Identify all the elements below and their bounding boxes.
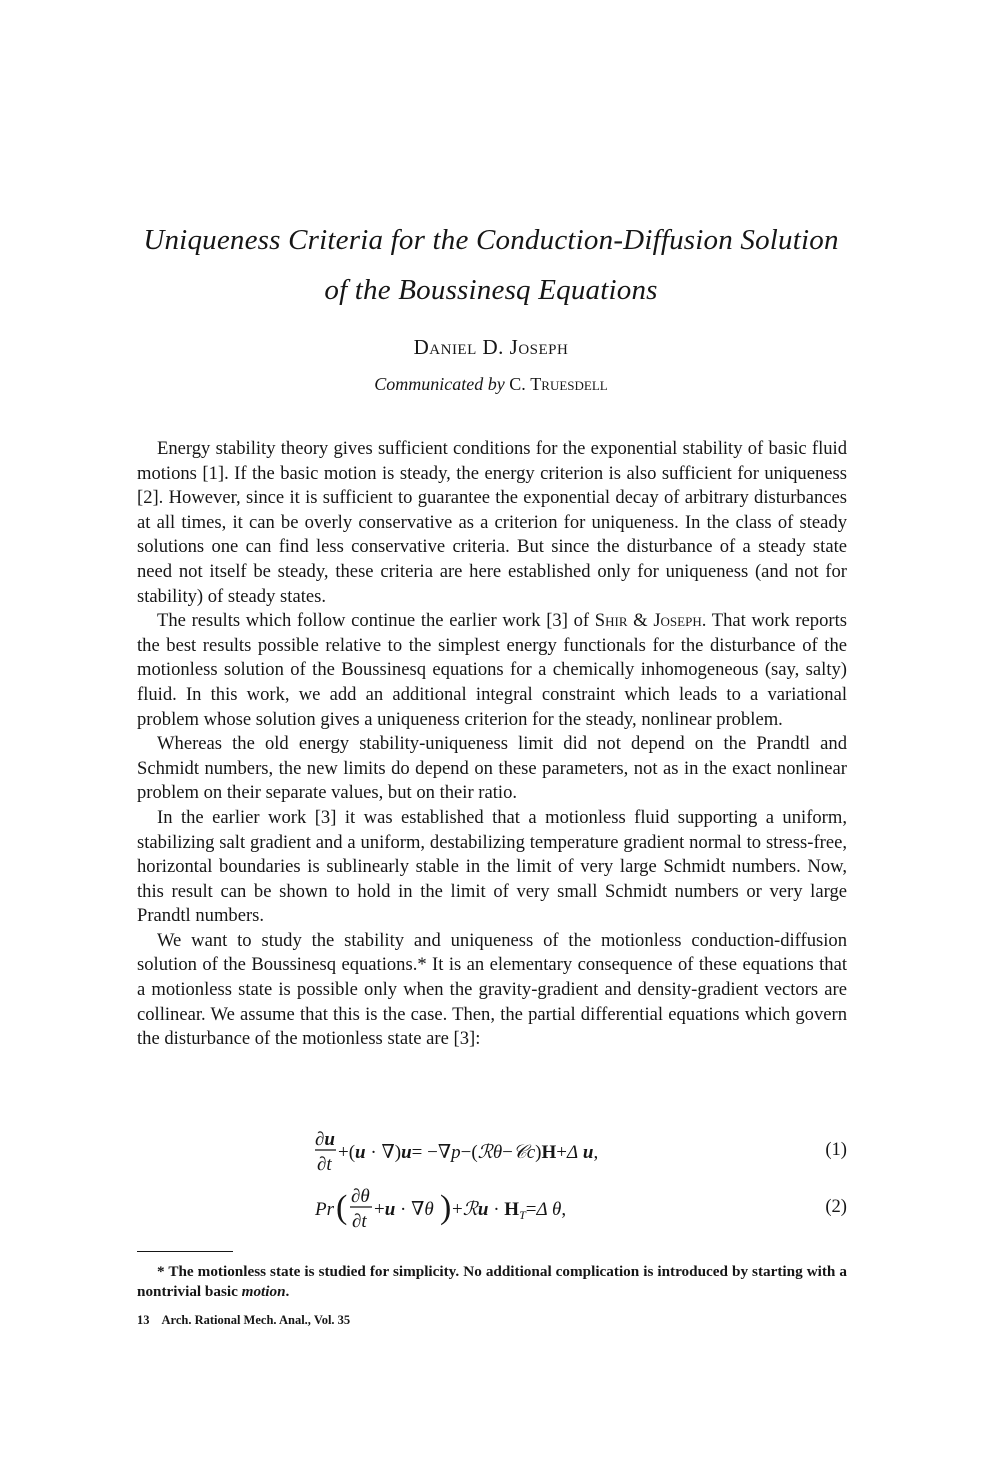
page-number: 13 <box>137 1313 150 1327</box>
svg-text:∂t: ∂t <box>352 1211 367 1232</box>
equation-1-formula <box>137 1125 777 1175</box>
footnote-emphasis: motion <box>241 1283 286 1300</box>
communicated-by <box>100 374 882 395</box>
footnote-end: . <box>285 1283 290 1300</box>
svg-text:∂θ: ∂θ <box>351 1186 370 1207</box>
page-footer <box>137 1313 350 1328</box>
communicated-prefix: Communicated by <box>374 374 505 394</box>
author-ref-joseph: Joseph <box>653 610 702 632</box>
footnote-text: * The motionless state is studied for simplicity. No additional complication is introduced by starting with a nontrivial basic <box>137 1263 847 1300</box>
svg-text:): ) <box>440 1189 452 1226</box>
equation-2-formula <box>137 1182 777 1232</box>
author: Daniel D. Joseph <box>413 335 569 359</box>
paragraph-1-text: Energy stability theory gives sufficient conditions for the exponential stability of basic fluid motions [1]. If the basic motion is steady, the energy criterion is also sufficient for uniqueness [2]. However, since it is sufficient to guarantee the exponential decay of arbitrary disturbances at all times, it can be overly conservative as a criterion for uniqueness. In the class of steady solutions one can find less conservative criteria. But since the disturbance of a steady state need not itself be steady, these criteria are here established only for uniqueness (and not for stability) of steady states. <box>137 438 847 607</box>
body-text <box>137 437 847 1052</box>
author-ref-shir: Shir <box>594 610 628 632</box>
svg-text:+(u · ∇)u= −∇p−(ℛθ−𝒞c)H+Δ u,: +(u · ∇)u= −∇p−(ℛθ−𝒞c)H+Δ u, <box>338 1142 599 1163</box>
svg-text:+u · ∇θ: +u · ∇θ <box>374 1199 434 1220</box>
equation-1-number: (1) <box>825 1139 847 1160</box>
paragraph-2-amp: & <box>627 610 654 632</box>
paragraph-2-text-a: The results which follow continue the earlier work [3] of <box>157 610 595 632</box>
paragraph-2 <box>137 609 847 732</box>
equation-1 <box>137 1125 847 1175</box>
svg-text:(: ( <box>336 1189 348 1226</box>
title-line-2: of the Boussinesq Equations <box>324 274 658 306</box>
communicator-initial: C. <box>509 374 526 394</box>
svg-text:Pr: Pr <box>315 1199 334 1220</box>
paragraph-4-text: In the earlier work [3] it was established that a motionless fluid supporting a uniform, stabilizing salt gradient and a uniform, destabilizing temperature gradient normal to stress-free, horizontal boundaries is sublinearly stable in the limit of very large Schmidt numbers. Now, this result can be shown to hold in the limit of very small Schmidt numbers or very large Prandtl numbers. <box>137 806 847 927</box>
footnote <box>137 1262 847 1302</box>
paragraph-2-text-b: . That work reports the best results possible relative to the simplest energy functionals for the disturbance of the motionless solution of the Boussinesq equations for a chemically inhomogeneous (say, salty) fluid. In this work, we add an additional integral constraint which leads to a variational problem whose solution gives a uniqueness criterion for the steady, nonlinear problem. <box>137 610 847 730</box>
paragraph-3 <box>137 732 847 806</box>
title-line-1: Uniqueness Criteria for the Conduction-Diffusion Solution <box>143 224 839 256</box>
equation-2-number: (2) <box>825 1196 847 1217</box>
communicator-name: Truesdell <box>530 374 608 394</box>
paragraph-5-text: We want to study the stability and uniqueness of the motionless conduction-diffusion solution of the Boussinesq equations.* It is an elementary consequence of these equations that a motionless state is possible only when the gravity-gradient and density-gradient vectors are collinear. We assume that this is the case. Then, the partial differential equations which govern the disturbance of the motionless state are [3]: <box>137 929 847 1050</box>
equation-2 <box>137 1182 847 1232</box>
svg-text:+ℛu · HT=Δ θ,: +ℛu · $H_T=\Delta$ θ, <box>452 1199 567 1222</box>
paragraph-1 <box>137 437 847 609</box>
journal-name: Arch. Rational Mech. Anal., Vol. 35 <box>161 1313 351 1327</box>
paragraph-5 <box>137 929 847 1052</box>
svg-text:∂t: ∂t <box>317 1154 332 1175</box>
paragraph-4 <box>137 806 847 929</box>
footnote-rule <box>137 1251 233 1252</box>
svg-text:∂u: ∂u <box>315 1129 335 1150</box>
paragraph-3-text: Whereas the old energy stability-uniqueness limit did not depend on the Prandtl and Schmidt numbers, the new limits do depend on these parameters, not as in the exact nonlinear problem on their separate values, but on their ratio. <box>137 733 847 804</box>
